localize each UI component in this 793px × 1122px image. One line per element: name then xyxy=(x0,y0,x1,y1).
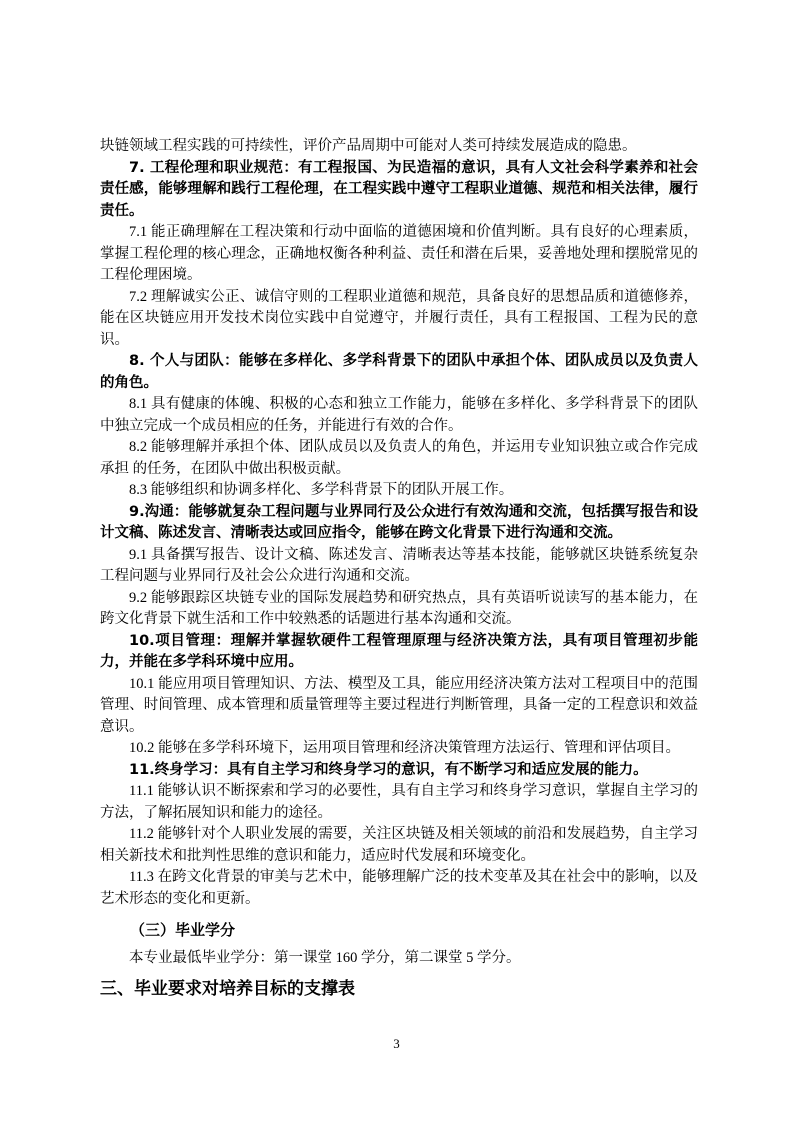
requirement-9-1: 9.1 具备撰写报告、设计文稿、陈述发言、清晰表达等基本技能，能够就区块链系统复杂工程问题与业界同行及社会公众进行沟通和交流。 xyxy=(100,546,698,584)
requirement-10-heading: 10.项目管理：理解并掌握软硬件工程管理原理与经济决策方法，具有项目管理初步能力，并能在多学科环境中应用。 xyxy=(100,632,698,670)
graduation-credits-text: 本专业最低毕业学分：第一课堂 160 学分，第二课堂 5 学分。 xyxy=(129,949,521,966)
requirement-7-heading: 7. 工程伦理和职业规范：有工程报国、为民造福的意识，具有人文社会科学素养和社会责任感，能够理解和践行工程伦理，在工程实践中遵守工程职业道德、规范和相关法律，履行责任。 xyxy=(100,159,698,219)
requirement-11-2: 11.2 能够针对个人职业发展的需要，关注区块链及相关领域的前沿和发展趋势，自主学习相关新技术和批判性思维的意识和能力，适应时代发展和环境变化。 xyxy=(100,826,698,864)
page-number: 3 xyxy=(393,1036,400,1051)
requirement-11-heading: 11.终身学习：具有自主学习和终身学习的意识，有不断学习和适应发展的能力。 xyxy=(129,761,648,778)
subsection-heading-graduation-credits: （三）毕业学分 xyxy=(130,921,236,939)
paragraph-continuation: 块链领域工程实践的可持续性，评价产品周期中可能对人类可持续发展造成的隐患。 xyxy=(100,138,637,154)
requirement-8-2: 8.2 能够理解并承担个体、团队成员以及负责人的角色，并运用专业知识独立或合作完成承担 的任务，在团队中做出积极贡献。 xyxy=(100,439,698,477)
requirement-9-heading: 9.沟通：能够就复杂工程问题与业界同行及公众进行有效沟通和交流，包括撰写报告和设计文稿、陈述发言、清晰表达或回应指令，能够在跨文化背景下进行沟通和交流。 xyxy=(100,503,698,541)
section-heading-support-table: 三、毕业要求对培养目标的支撑表 xyxy=(100,979,355,999)
requirement-8-3: 8.3 能够组织和协调多样化、多学科背景下的团队开展工作。 xyxy=(129,482,514,498)
document-body xyxy=(100,136,698,1002)
requirement-8-heading: 8. 个人与团队：能够在多样化、多学科背景下的团队中承担个体、团队成员以及负责人的角色。 xyxy=(100,353,698,391)
requirement-10-2: 10.2 能够在多学科环境下，运用项目管理和经济决策管理方法运行、管理和评估项目。 xyxy=(129,740,680,756)
requirement-11-1: 11.1 能够认识不断探索和学习的必要性，具有自主学习和终身学习意识，掌握自主学习的方法，了解拓展知识和能力的途径。 xyxy=(100,783,698,821)
requirement-8-1: 8.1 具有健康的体魄、积极的心态和独立工作能力，能够在多样化、多学科背景下的团队中独立完成一个成员相应的任务，并能进行有效的合作。 xyxy=(100,396,698,434)
requirement-10-1: 10.1 能应用项目管理知识、方法、模型及工具，能应用经济决策方法对工程项目中的范围管理、时间管理、成本管理和质量管理等主要过程进行判断管理，具备一定的工程意识和效益意识。 xyxy=(100,675,698,735)
requirement-7-1: 7.1 能正确理解在工程决策和行动中面临的道德困境和价值判断。具有良好的心理素质，掌握工程伦理的核心理念，正确地权衡各种利益、责任和潜在后果，妥善地处理和摆脱常见的工程伦理困境。 xyxy=(100,224,698,283)
requirement-9-2: 9.2 能够跟踪区块链专业的国际发展趋势和研究热点，具有英语听说读写的基本能力，在跨文化背景下就生活和工作中较熟悉的话题进行基本沟通和交流。 xyxy=(100,589,698,627)
requirement-11-3: 11.3 在跨文化背景的审美与艺术中，能够理解广泛的技术变革及其在社会中的影响，以及艺术形态的变化和更新。 xyxy=(100,869,698,907)
requirement-7-2: 7.2 理解诚实公正、诚信守则的工程职业道德和规范，具备良好的思想品质和道德修养，能在区块链应用开发技术岗位实践中自觉遵守，并履行责任，具有工程报国、工程为民的意识。 xyxy=(100,288,698,348)
page-footer xyxy=(0,1036,793,1052)
